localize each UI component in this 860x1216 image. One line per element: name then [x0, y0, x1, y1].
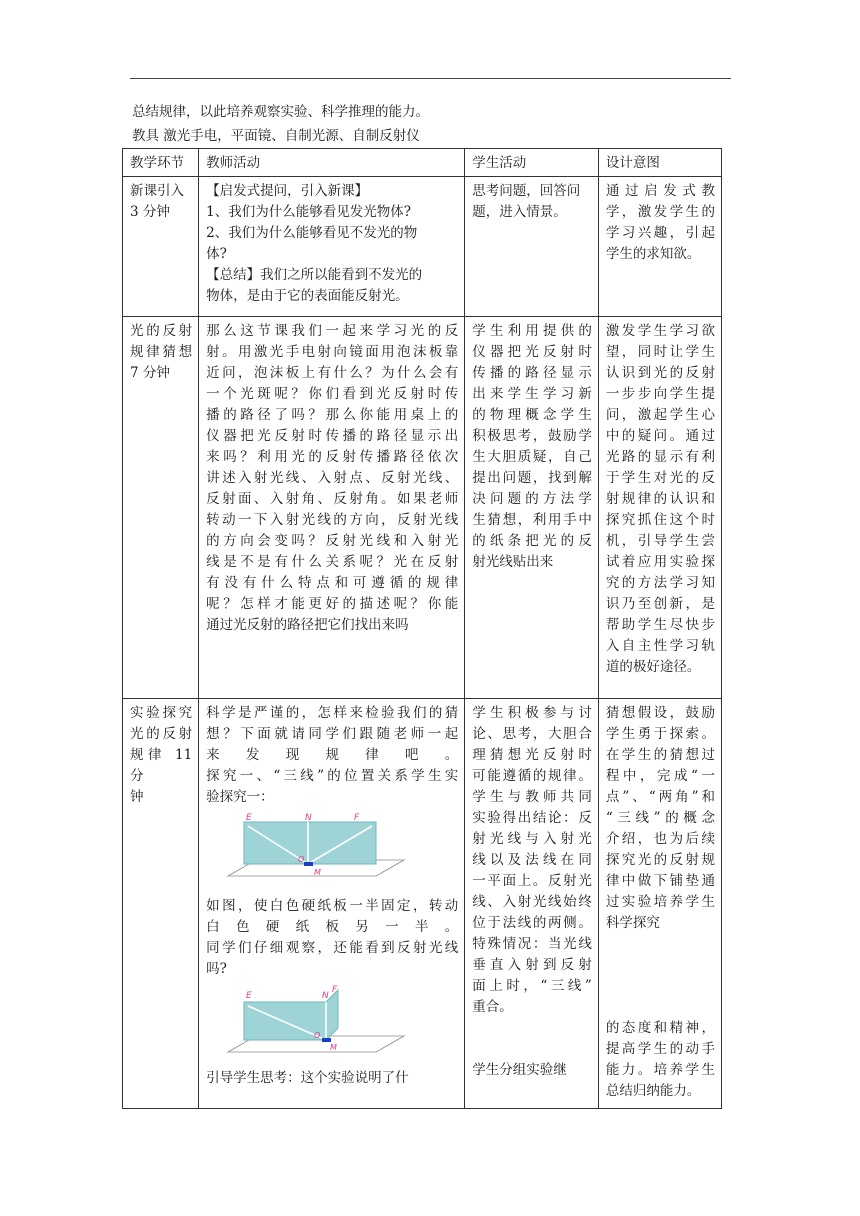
text-line: 过实验培养学生	[605, 894, 715, 910]
text-line: 转动一下入射光线的方向，反射光线	[206, 512, 459, 528]
text-line: 望，同时让学生	[605, 344, 715, 360]
teacher-text-part3	[206, 1068, 458, 1089]
text-line: 道的极好途径。	[605, 659, 701, 675]
text-line: 呢？怎样才能更好的描述呢？你能	[206, 596, 459, 612]
label-o: O	[298, 855, 305, 864]
text-line: 一平面上。反射光	[472, 873, 592, 889]
text-line: 学生与教师共同	[472, 789, 592, 805]
text-line: 线以及法线在同	[472, 852, 592, 868]
text-line: 提出问题，找到解	[472, 470, 592, 486]
text-line: 帮助学生尽快步	[605, 617, 715, 633]
text-line: 点”、“两角”和	[605, 789, 715, 805]
text-line: 的方向会变吗？反射光线和入射光	[206, 533, 459, 549]
label-f: F	[332, 985, 338, 995]
teacher-cell	[199, 317, 465, 699]
text-line: 中的疑问。通过	[605, 428, 715, 444]
text-line: 【启发式提问，引入新课】	[206, 183, 369, 199]
text-line: 射规律的认识和	[605, 491, 715, 507]
text-line: 钟	[130, 789, 144, 805]
text-line: 试着应用实验探	[605, 554, 715, 570]
text-line: 思考问题，回答问	[472, 183, 581, 199]
text-line: 3 分钟	[130, 204, 170, 220]
text-line: 猜想假设，鼓励	[605, 705, 715, 721]
text-line: 学，激发学生的	[605, 204, 715, 220]
stage-cell	[123, 177, 199, 317]
text-line: 播的路径了吗？那么你能用桌上的	[206, 407, 459, 423]
text-line: 出来学生学习新	[472, 386, 592, 402]
text-line: 规律猜想	[130, 344, 193, 360]
text-line: 白色硬纸板另一半。	[206, 919, 459, 935]
text-line: 新课引入	[130, 183, 184, 199]
text-line: 生大胆质疑，自己	[472, 449, 592, 465]
table-row	[123, 317, 722, 699]
header-intent: 设计意图	[598, 149, 721, 177]
label-m: M	[314, 868, 322, 877]
student-text-part1	[472, 703, 592, 1018]
text-line: 激发学生学习欲	[605, 323, 715, 339]
text-line: 探究一、“三线”的位置关系学生实	[206, 768, 459, 784]
header-teacher: 教师活动	[199, 149, 465, 177]
label-e: E	[246, 813, 252, 823]
label-n: N	[305, 813, 312, 823]
reflection-apparatus-figure-folded	[226, 984, 406, 1062]
text-line: 7 分钟	[130, 365, 170, 381]
text-line: 在学生的猜想过	[605, 747, 715, 763]
text-line: 学生的求知欲。	[605, 246, 701, 262]
text-line: 积极思考，鼓励学	[472, 428, 592, 444]
text-line: 究的方法学习知	[605, 575, 715, 591]
table-row	[123, 177, 722, 317]
intent-cell	[598, 699, 721, 1109]
text-line: 题，进入情景。	[472, 204, 567, 220]
student-text-part2	[472, 1060, 592, 1081]
text-line: 传播的路径显示	[472, 365, 592, 381]
teacher-cell	[199, 177, 465, 317]
text-line: 提高学生的动手	[605, 1041, 715, 1057]
header-rule	[130, 78, 731, 79]
text-line: 的态度和精神，	[605, 1020, 715, 1036]
text-line: 实验探究	[130, 705, 193, 721]
text-line: 讲述入射光线、入射点、反射光线、	[206, 470, 459, 486]
stage-cell	[123, 317, 199, 699]
label-f: F	[354, 813, 360, 823]
student-cell	[465, 699, 599, 1109]
text-line: 入自主性学习轨	[605, 638, 715, 654]
intent-text-part2	[606, 1018, 715, 1102]
text-line: 可能遵循的规律。	[472, 768, 592, 784]
white-card-board	[244, 822, 376, 864]
text-line: 实验得出结论：反	[472, 810, 592, 826]
text-line: 于学生对光的反	[605, 470, 715, 486]
text-line: 论、思考，大胆合	[472, 726, 592, 742]
header-stage: 教学环节	[123, 149, 199, 177]
text-line: 能力。培养学生	[605, 1062, 715, 1078]
text-line: 线、入射光线始终	[472, 894, 592, 910]
table-row	[123, 699, 722, 1109]
text-line: 仪器把光反射时	[472, 344, 592, 360]
intent-cell	[598, 317, 721, 699]
text-line: 光的反射	[130, 726, 193, 742]
text-line: 如图，使白色硬纸板一半固定，转动	[206, 898, 459, 914]
text-line: 来发现规律吧。	[206, 747, 459, 763]
text-line: 识乃至创新，是	[605, 596, 715, 612]
text-line: 那么这节课我们一起来学习光的反	[206, 323, 459, 339]
text-line: “三线”的概念	[605, 810, 715, 826]
text-line: 总结归纳能力。	[605, 1083, 701, 1099]
text-line: 反射面、入射角、反射角。如果老师	[206, 491, 459, 507]
reflection-apparatus-figure-flat	[226, 812, 406, 890]
text-line: 规律 11 分	[130, 747, 193, 784]
text-line: 射光线与入射光	[472, 831, 592, 847]
text-line: 科学探究	[605, 915, 660, 931]
text-line: 理猜想光反射时	[472, 747, 592, 763]
intro-tools-line: 教具 激光手电，平面镜、自制光源、自制反射仪	[132, 128, 420, 144]
text-line: 的物理概念学生	[472, 407, 592, 423]
text-line: 特殊情况：当光线	[472, 936, 592, 952]
text-line: 问，激起学生心	[605, 407, 715, 423]
text-line: 通过光反射的路径把它们找出来吗	[206, 617, 409, 633]
intro-summary-line: 总结规律，以此培养观察实验、科学推理的能力。	[132, 104, 429, 120]
text-line: 探究抓住这个时	[605, 512, 715, 528]
text-line: 【总结】我们之所以能看到不发光的	[206, 267, 423, 283]
text-line: 有没有什么特点和可遵循的规律	[206, 575, 459, 591]
intent-text-part1	[606, 703, 715, 934]
text-line: 生猜想，利用手中	[472, 512, 592, 528]
text-line: 一个光斑呢？你们看到光反射时传	[206, 386, 459, 402]
text-line: 程中，完成“一	[605, 768, 715, 784]
text-line: 律中做下铺垫通	[605, 873, 715, 889]
mirror-mark	[304, 862, 313, 866]
text-line: 2、我们为什么能够看见不发光的物	[206, 225, 418, 241]
text-line: 线是不是有什么关系呢？光在反射	[206, 554, 459, 570]
text-line: 位于法线的两侧。	[472, 915, 592, 931]
text-line: 引导学生思考：这个实验说明了什	[206, 1070, 409, 1086]
text-line: 吗?	[206, 961, 227, 977]
student-cell	[465, 317, 599, 699]
text-line: 面上时，“三线”	[472, 978, 592, 994]
text-line: 介绍，也为后续	[605, 831, 715, 847]
label-n: N	[322, 991, 329, 1001]
text-line: 光路的显示有利	[605, 449, 715, 465]
text-line: 学生勇于探索。	[605, 726, 715, 742]
label-e: E	[246, 991, 252, 1001]
student-cell	[465, 177, 599, 317]
label-o: O	[314, 1031, 321, 1040]
text-line: 学生利用提供的	[472, 323, 592, 339]
text-line: 射光线贴出来	[472, 554, 554, 570]
text-line: 科学是严谨的，怎样来检验我们的猜	[206, 705, 459, 721]
teacher-cell	[199, 699, 465, 1109]
text-line: 一步步向学生提	[605, 386, 715, 402]
text-line: 仪器把光反射时传播的路径显示出	[206, 428, 459, 444]
table-header-row	[123, 149, 722, 177]
text-line: 物体，是由于它的表面能反射光。	[206, 288, 409, 304]
text-line: 学生分组实验继	[472, 1062, 567, 1078]
text-line: 重合。	[472, 999, 513, 1015]
text-line: 认识到光的反射	[605, 365, 715, 381]
text-line: 垂直入射到反射	[472, 957, 592, 973]
text-line: 探究光的反射规	[605, 852, 715, 868]
text-line: 1、我们为什么能够看见发光物体?	[206, 204, 411, 220]
intent-cell	[598, 177, 721, 317]
text-line: 学生积极参与讨	[472, 705, 592, 721]
text-line: 体?	[206, 246, 227, 262]
text-line: 验探究一：	[206, 789, 274, 805]
stage-cell	[123, 699, 199, 1109]
text-line: 的纸条把光的反	[472, 533, 592, 549]
header-student: 学生活动	[465, 149, 599, 177]
text-line: 通过启发式教	[605, 183, 715, 199]
teacher-text-part1	[206, 703, 458, 808]
text-line: 射。用激光手电射向镜面用泡沫板靠	[206, 344, 459, 360]
text-line: 学习兴趣，引起	[605, 225, 715, 241]
lesson-plan-table	[122, 148, 722, 1109]
text-line: 同学们仔细观察，还能看到反射光线	[206, 940, 459, 956]
label-m: M	[330, 1043, 338, 1052]
mirror-mark	[322, 1038, 331, 1042]
teacher-text-part2	[206, 896, 458, 980]
text-line: 决问题的方法学	[472, 491, 592, 507]
text-line: 机，引导学生尝	[605, 533, 715, 549]
text-line: 来吗？利用光的反射传播路径依次	[206, 449, 459, 465]
text-line: 近问，泡沫板上有什么？为什么会有	[206, 365, 459, 381]
text-line: 光的反射	[130, 323, 193, 339]
text-line: 想？下面就请同学们跟随老师一起	[206, 726, 459, 742]
